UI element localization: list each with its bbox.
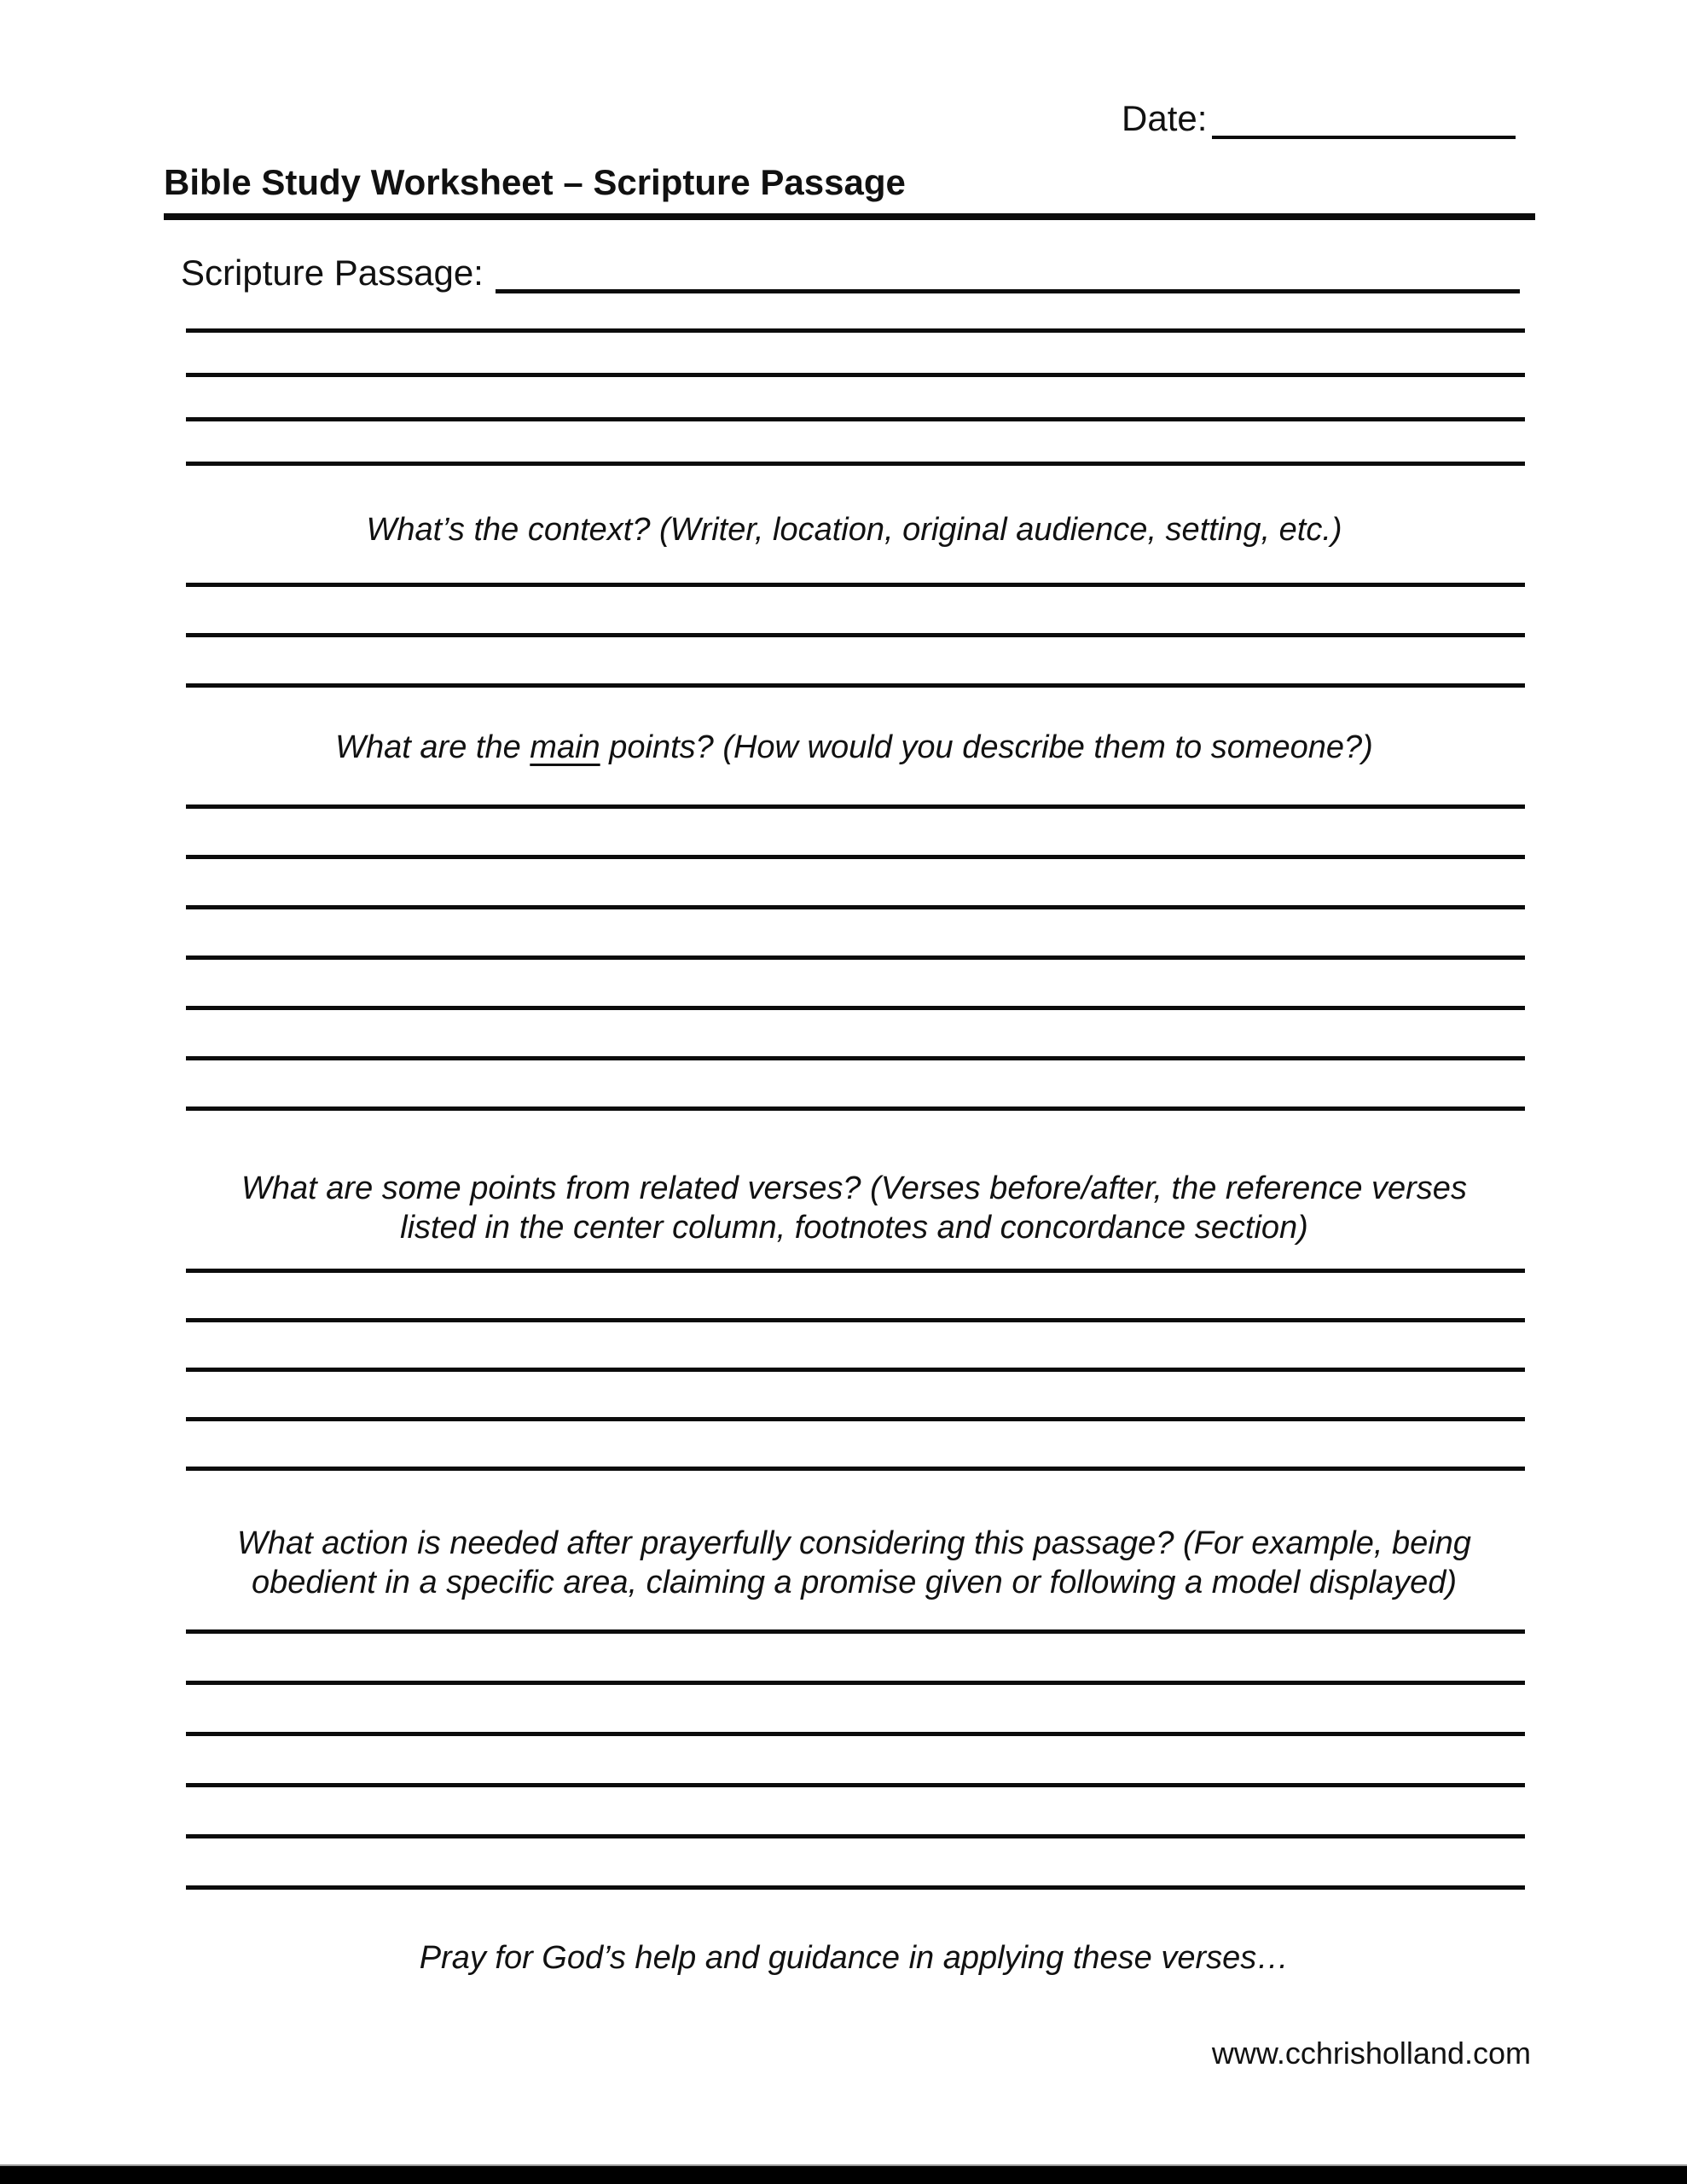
- writing-line: [186, 809, 1525, 859]
- date-field-row: [1122, 92, 1516, 139]
- date-blank-line: [1212, 92, 1516, 139]
- writing-line: [186, 1685, 1525, 1736]
- answer-lines-action: [186, 1583, 1525, 1890]
- writing-line: [186, 1372, 1525, 1421]
- writing-line: [186, 1223, 1525, 1273]
- question-text: What are some points from related verses? (Verses before/after, the reference verses: [241, 1170, 1467, 1206]
- writing-line: [186, 1736, 1525, 1787]
- closing-prayer-note: Pray for God’s help and guidance in applying these verses…: [419, 1940, 1290, 1976]
- question-text: points? (How would you describe them to someone?): [600, 729, 1373, 765]
- writing-line: [186, 421, 1525, 466]
- writing-line: [186, 859, 1525, 909]
- question-text-line: [183, 1524, 1525, 1563]
- page-title: Bible Study Worksheet – Scripture Passage: [164, 162, 1535, 220]
- writing-line: [186, 537, 1525, 587]
- question-text: What are the: [335, 729, 530, 765]
- writing-line: [186, 1421, 1525, 1471]
- answer-lines-related-verses: [186, 1223, 1525, 1471]
- writing-line: [186, 1010, 1525, 1060]
- scripture-passage-label: Scripture Passage:: [181, 253, 484, 293]
- question-text: What’s the context? (Writer, location, original audience, setting, etc.): [366, 512, 1342, 548]
- writing-line: [186, 1583, 1525, 1634]
- writing-line: [186, 1322, 1525, 1372]
- writing-line: [186, 1787, 1525, 1838]
- writing-line: [186, 333, 1525, 377]
- scan-edge-bar: [0, 2164, 1687, 2184]
- writing-line: [186, 1634, 1525, 1685]
- question-text: listed in the center column, footnotes and concordance section): [400, 1210, 1308, 1246]
- scripture-passage-blank-line: [496, 253, 1520, 293]
- writing-line: [186, 288, 1525, 333]
- writing-line: [186, 909, 1525, 960]
- writing-line: [186, 377, 1525, 421]
- website-url: www.cchrisholland.com: [1211, 2036, 1531, 2071]
- writing-line: [186, 758, 1525, 809]
- writing-line: [186, 960, 1525, 1010]
- writing-line: [186, 1060, 1525, 1111]
- question-text-line: [183, 1169, 1525, 1208]
- answer-lines-main-points: [186, 758, 1525, 1111]
- writing-line: [186, 1838, 1525, 1890]
- answer-lines-scripture-response: [186, 288, 1525, 466]
- question-text: What action is needed after prayerfully considering this passage? (For example, being: [237, 1525, 1471, 1561]
- date-label: Date:: [1122, 98, 1208, 138]
- scripture-passage-field-row: [181, 253, 1520, 293]
- writing-line: [186, 637, 1525, 688]
- answer-lines-context: [186, 537, 1525, 688]
- question-text: obedient in a specific area, claiming a promise given or following a model displayed): [251, 1565, 1458, 1600]
- underlined-word: main: [530, 729, 600, 765]
- writing-line: [186, 1273, 1525, 1322]
- writing-line: [186, 587, 1525, 637]
